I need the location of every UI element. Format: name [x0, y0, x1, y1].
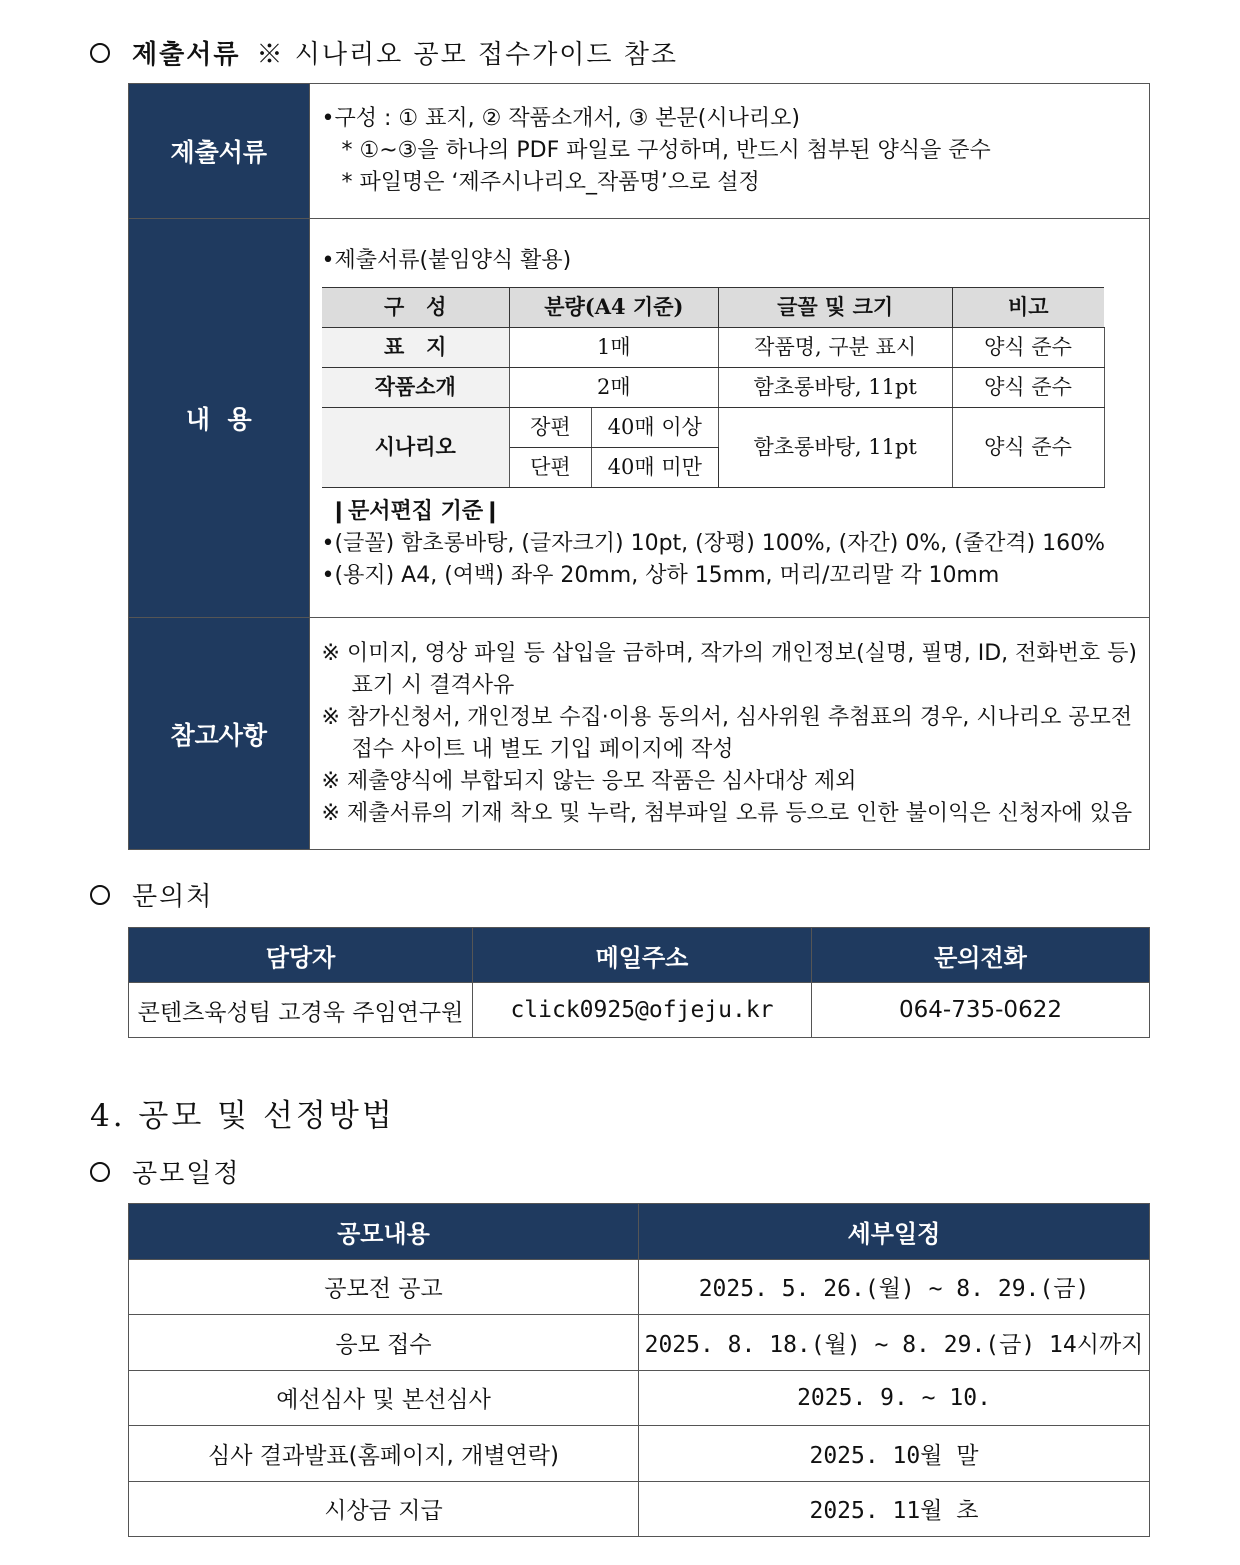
contents-content [309, 219, 1149, 618]
table-cell: 2매 [509, 367, 718, 407]
section-heading-text: 문의처 [132, 882, 214, 912]
schedule-date: 2025. 10월 말 [639, 1426, 1150, 1482]
content-line: •(용지) A4, (여백) 좌우 20mm, 상하 15mm, 머리/꼬리말 각 10mm [321, 562, 1000, 588]
table-row [129, 1481, 1150, 1537]
section-heading-text: 공모일정 [132, 1159, 241, 1189]
column-header: 글꼴 및 크기 [718, 287, 952, 327]
schedule-date: 2025. 8. 18.(월) ~ 8. 29.(금) 14시까지 [639, 1315, 1150, 1371]
contact-email[interactable]: click0925@ofjeju.kr [473, 983, 812, 1038]
schedule-item: 공모전 공고 [129, 1259, 639, 1315]
table-cell: 작품명, 구분 표시 [718, 327, 952, 367]
table-row [322, 327, 1105, 367]
table-header-row [322, 287, 1105, 327]
section-title: 4. 공모 및 선정방법 [90, 1098, 395, 1134]
section-heading-contact [90, 876, 213, 913]
circle-bullet-icon [90, 43, 110, 63]
column-header: 비고 [952, 287, 1104, 327]
table-cell: 표 지 [322, 327, 510, 367]
note-line: 접수 사이트 내 별도 기입 페이지에 작성 [351, 736, 734, 762]
table-row [129, 219, 1150, 618]
documents-content [309, 84, 1149, 219]
contact-table [128, 927, 1150, 1038]
content-line: * 파일명은 ‘제주시나리오_작품명’으로 설정 [341, 170, 760, 195]
table-cell: 40매 미만 [591, 447, 718, 487]
table-cell: 1매 [509, 327, 718, 367]
table-cell: 양식 준수 [952, 407, 1104, 487]
content-line: •제출서류(붙임양식 활용) [321, 247, 572, 273]
section-heading-schedule [90, 1153, 240, 1190]
schedule-date: 2025. 9. ~ 10. [639, 1370, 1150, 1426]
table-row [129, 1426, 1150, 1482]
table-row [129, 983, 1150, 1038]
row-label-notes: 참고사항 [129, 618, 310, 850]
column-header: 공모내용 [129, 1204, 639, 1260]
schedule-item: 심사 결과발표(홈페이지, 개별연락) [129, 1426, 639, 1482]
table-cell: 양식 준수 [952, 367, 1104, 407]
section-heading-note: ※ 시나리오 공모 접수가이드 참조 [256, 40, 679, 70]
column-header: 문의전화 [812, 928, 1150, 983]
table-row [322, 407, 1105, 447]
schedule-item: 예선심사 및 본선심사 [129, 1370, 639, 1426]
content-line: •구성 : ① 표지, ② 작품소개서, ③ 본문(시나리오) [321, 106, 800, 131]
table-cell: 단편 [509, 447, 591, 487]
circle-bullet-icon [90, 1162, 110, 1182]
contact-phone: 064-735-0622 [812, 983, 1150, 1038]
edit-standard-title: ❙문서편집 기준❙ [329, 498, 502, 524]
circle-bullet-icon [90, 885, 110, 905]
table-row [129, 84, 1150, 219]
format-table [322, 287, 1105, 488]
table-row [129, 1259, 1150, 1315]
content-line: •(글꼴) 함초롱바탕, (글자크기) 10pt, (장평) 100%, (자간) 0%, (줄간격) 160% [321, 530, 1106, 556]
schedule-item: 응모 접수 [129, 1315, 639, 1371]
table-header-row [129, 1204, 1150, 1260]
schedule-table [128, 1203, 1150, 1537]
table-header-row [129, 928, 1150, 983]
table-cell: 시나리오 [322, 407, 510, 487]
table-row [129, 618, 1150, 850]
section-heading-bold: 제출서류 [132, 40, 241, 70]
note-line: ※ 제출서류의 기재 착오 및 누락, 첨부파일 오류 등으로 인한 불이익은 신청자에 있음 [321, 800, 1133, 826]
row-label-documents: 제출서류 [129, 84, 310, 219]
column-header: 구 성 [322, 287, 510, 327]
note-line: ※ 이미지, 영상 파일 등 삽입을 금하며, 작가의 개인정보(실명, 필명, ID, 전화번호 등) [321, 640, 1137, 666]
section-heading-submission [90, 34, 678, 71]
note-line: 표기 시 결격사유 [351, 672, 515, 698]
row-label-contents: 내 용 [129, 219, 310, 618]
content-line: * ①~③을 하나의 PDF 파일로 구성하며, 반드시 첨부된 양식을 준수 [341, 138, 991, 163]
note-line: ※ 제출양식에 부합되지 않는 응모 작품은 심사대상 제외 [321, 768, 857, 794]
column-header: 분량(A4 기준) [509, 287, 718, 327]
table-cell: 함초롱바탕, 11pt [718, 407, 952, 487]
column-header: 메일주소 [473, 928, 812, 983]
column-header: 담당자 [129, 928, 473, 983]
submission-table [128, 83, 1150, 850]
note-line: ※ 참가신청서, 개인정보 수집·이용 동의서, 심사위원 추첨표의 경우, 시나리오 공모전 [321, 704, 1133, 730]
column-header: 세부일정 [639, 1204, 1150, 1260]
schedule-date: 2025. 5. 26.(월) ~ 8. 29.(금) [639, 1259, 1150, 1315]
table-row [129, 1370, 1150, 1426]
table-row [129, 1315, 1150, 1371]
notes-content [309, 618, 1149, 850]
schedule-item: 시상금 지급 [129, 1481, 639, 1537]
table-cell: 작품소개 [322, 367, 510, 407]
table-row [322, 367, 1105, 407]
table-cell: 양식 준수 [952, 327, 1104, 367]
contact-person: 콘텐츠육성팀 고경욱 주임연구원 [129, 983, 473, 1038]
table-cell: 40매 이상 [591, 407, 718, 447]
table-cell: 장편 [509, 407, 591, 447]
table-cell: 함초롱바탕, 11pt [718, 367, 952, 407]
schedule-date: 2025. 11월 초 [639, 1481, 1150, 1537]
